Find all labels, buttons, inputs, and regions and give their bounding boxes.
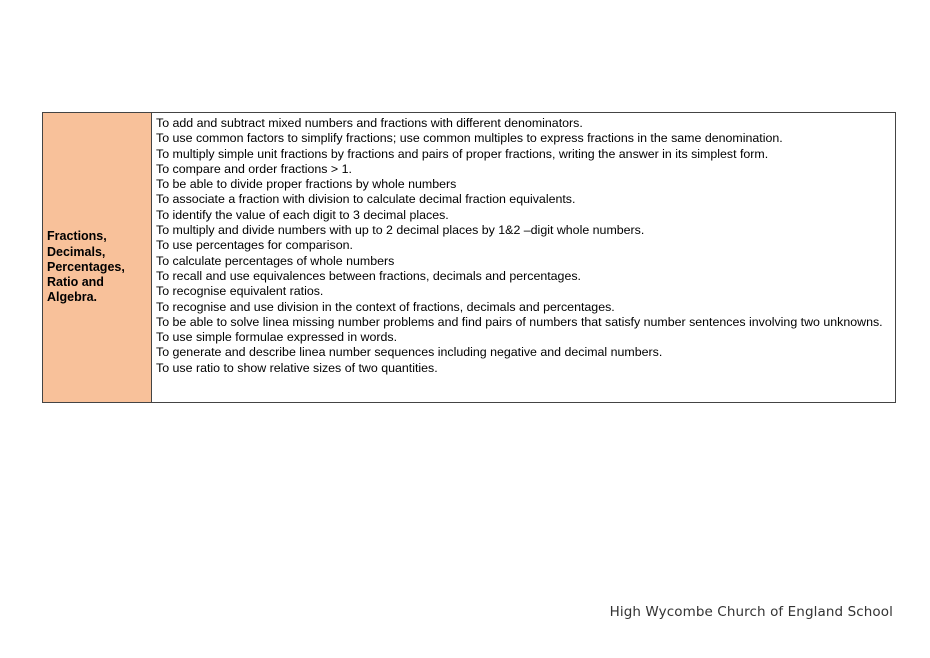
objective-item: To be able to solve linea missing number problems and find pairs of numbers that satisfy number sentences involving two unknowns. (156, 314, 883, 329)
objective-item: To generate and describe linea number sequences including negative and decimal numbers. (156, 345, 663, 360)
objective-item: To multiply simple unit fractions by fractions and pairs of proper fractions, writing the answer in its simplest form. (156, 146, 769, 161)
objective-item: To use percentages for comparison. (156, 238, 353, 253)
objective-item: To be able to divide proper fractions by whole numbers (156, 177, 457, 192)
curriculum-table (42, 112, 896, 403)
objective-item: To compare and order fractions > 1. (156, 161, 352, 176)
school-footer: High Wycombe Church of England School (609, 604, 893, 620)
category-label (47, 229, 125, 305)
objective-item: To add and subtract mixed numbers and fractions with different denominators. (156, 116, 583, 130)
category-cell (43, 113, 152, 402)
objective-item: To associate a fraction with division to calculate decimal fraction equivalents. (156, 192, 576, 207)
objective-item: To recall and use equivalences between fractions, decimals and percentages. (156, 268, 581, 283)
category-line: Ratio and (47, 275, 104, 290)
objective-item: To use ratio to show relative sizes of two quantities. (156, 360, 438, 375)
objective-item: To recognise and use division in the context of fractions, decimals and percentages. (156, 299, 615, 314)
objective-item: To calculate percentages of whole numbers (156, 253, 395, 268)
category-line: Decimals, (47, 244, 106, 259)
objective-item: To identify the value of each digit to 3 decimal places. (156, 207, 449, 222)
objective-item: To recognise equivalent ratios. (156, 284, 324, 299)
objective-item: To use common factors to simplify fractions; use common multiples to express fractions in the same denomination. (156, 131, 783, 146)
objectives-cell (152, 113, 895, 402)
objective-item: To multiply and divide numbers with up to 2 decimal places by 1&2 –digit whole numbers. (156, 223, 645, 238)
category-line: Algebra. (47, 290, 98, 305)
objective-item: To use simple formulae expressed in words. (156, 330, 398, 345)
category-line: Percentages, (47, 259, 125, 274)
category-line: Fractions, (47, 229, 107, 244)
